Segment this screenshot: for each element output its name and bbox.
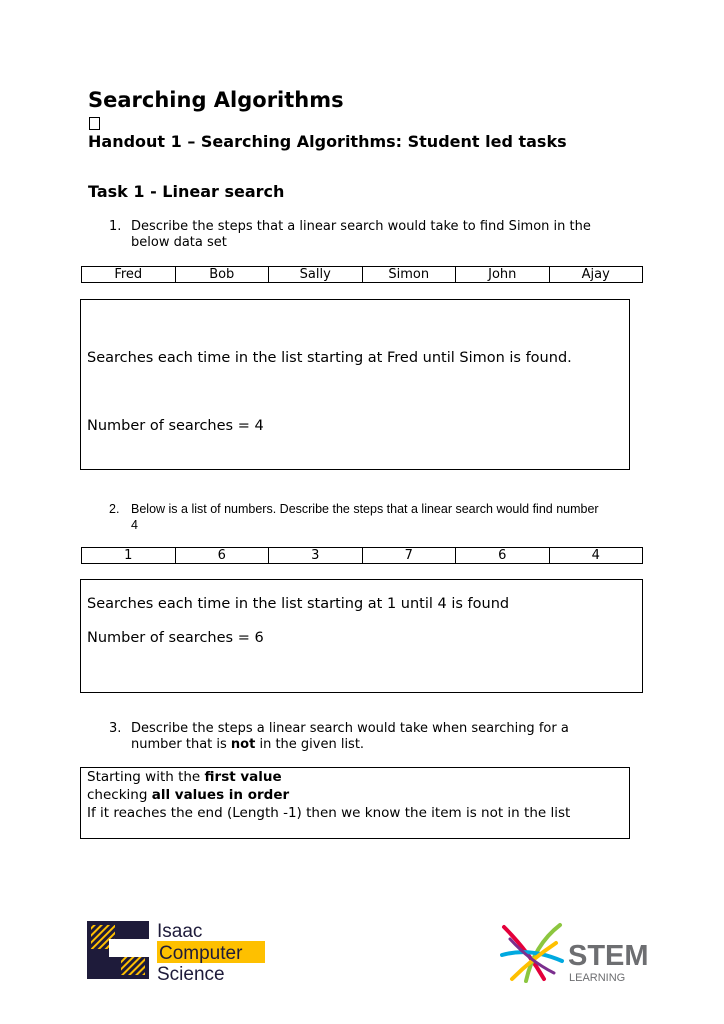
question-text-line-2 [131,737,364,753]
text-segment: in the given list. [255,737,365,752]
table-cell: 3 [269,548,363,564]
table-cell: Sally [269,267,363,283]
answer-text: Searches each time in the list starting at Fred until Simon is found. [87,350,572,366]
stem-learning-logo [500,921,652,985]
task-title: Task 1 - Linear search [88,182,285,201]
table-cell: Fred [82,267,176,283]
learning-word: LEARNING [569,972,626,984]
table-cell: 6 [456,548,550,564]
text-segment: Starting with the [87,769,205,785]
question-3 [109,721,669,755]
question-2 [109,501,669,535]
text-segment: checking [87,787,152,803]
emphasis-text: all values in order [151,787,290,803]
question-text-line-1: Describe the steps a linear search would take when searching for a [131,721,569,736]
emphasis-text: not [230,737,256,752]
question-number: 2. [109,502,120,516]
table-cell: 7 [362,548,456,564]
document-title: Searching Algorithms [88,88,344,112]
isaac-logo-mark [87,917,269,983]
isaac-word: Isaac [157,921,203,942]
answer-text [87,787,289,803]
isaac-computer-science-logo [87,917,269,983]
placeholder-glyph [89,117,100,130]
table-cell: 1 [82,548,176,564]
stem-word: STEM [568,940,649,972]
table-row [82,548,643,564]
stem-logo-mark [500,921,652,985]
answer-text: Number of searches = 4 [87,418,264,434]
handout-title: Handout 1 – Searching Algorithms: Student led tasks [88,132,567,151]
names-data-table [81,266,643,283]
answer-box-3 [80,767,630,839]
answer-text: Number of searches = 6 [87,630,264,646]
table-cell: Bob [175,267,269,283]
table-cell: Ajay [549,267,643,283]
answer-box-1 [80,299,630,470]
table-cell: John [456,267,550,283]
answer-box-2 [80,579,643,693]
question-number: 1. [109,219,122,234]
question-1 [109,219,669,253]
question-text-line-2: below data set [131,235,227,250]
question-text-line-1: Describe the steps that a linear search would take to find Simon in the [131,219,591,234]
answer-text: Searches each time in the list starting at 1 until 4 is found [87,596,510,612]
table-cell: Simon [362,267,456,283]
answer-text [87,769,282,785]
answer-text: If it reaches the end (Length -1) then we know the item is not in the list [87,805,571,821]
numbers-data-table [81,547,643,564]
table-row [82,267,643,283]
emphasis-text: first value [204,769,282,785]
table-cell: 4 [549,548,643,564]
science-word: Science [157,964,225,983]
table-cell: 6 [175,548,269,564]
question-number: 3. [109,721,122,736]
question-text-line-2: 4 [131,518,138,532]
text-segment: number that is [131,737,231,752]
computer-word: Computer [159,943,243,964]
question-text-line-1: Below is a list of numbers. Describe the steps that a linear search would find number [131,502,599,516]
